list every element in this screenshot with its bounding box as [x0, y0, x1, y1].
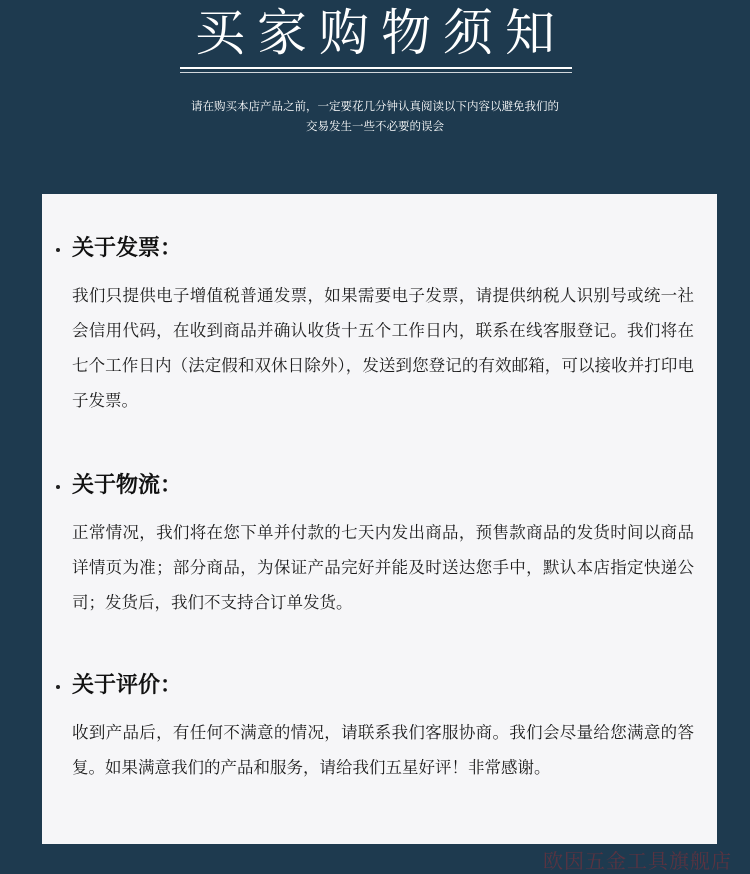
section-heading	[42, 667, 717, 707]
page-title: 买家购物须知	[195, 4, 567, 62]
section-review	[42, 667, 717, 785]
store-watermark: 欧因五金工具旗舰店	[543, 849, 732, 873]
section-heading-text: 关于物流：	[72, 473, 183, 498]
title-underline-thin	[180, 72, 572, 73]
section-body: 我们只提供电子增值税普通发票，如果需要电子发票，请提供纳税人识别号或统一社会信用代码，在收到商品并确认收货十五个工作日内，联系在线客服登记。我们将在七个工作日内（法定假和双休日除外），发送到您登记的有效邮箱，可以接收并打印电子发票。	[72, 286, 694, 410]
section-heading	[42, 230, 717, 270]
section-body: 正常情况，我们将在您下单并付款的七天内发出商品，预售款商品的发货时间以商品详情页为准；部分商品，为保证产品完好并能及时送达您手中，默认本店指定快递公司；发货后，我们不支持合订单发货。	[72, 523, 694, 612]
section-heading-text: 关于发票：	[72, 236, 183, 261]
section-invoice	[42, 230, 717, 418]
subtitle-line-1: 请在购买本店产品之前，一定要花几分钟认真阅读以下内容以避免我们的	[191, 99, 559, 113]
header	[0, 0, 750, 190]
section-heading-text: 关于评价：	[72, 673, 183, 698]
section-logistics	[42, 467, 717, 620]
notice-card	[42, 194, 717, 844]
bullet-dot-icon	[56, 685, 60, 689]
bullet-dot-icon	[56, 485, 60, 489]
bullet-dot-icon	[56, 248, 60, 252]
section-body: 收到产品后，有任何不满意的情况，请联系我们客服协商。我们会尽量给您满意的答复。如果满意我们的产品和服务，请给我们五星好评！非常感谢。	[72, 723, 694, 777]
subtitle-line-2: 交易发生一些不必要的误会	[306, 119, 444, 133]
title-underline	[180, 67, 572, 69]
section-heading	[42, 467, 717, 507]
